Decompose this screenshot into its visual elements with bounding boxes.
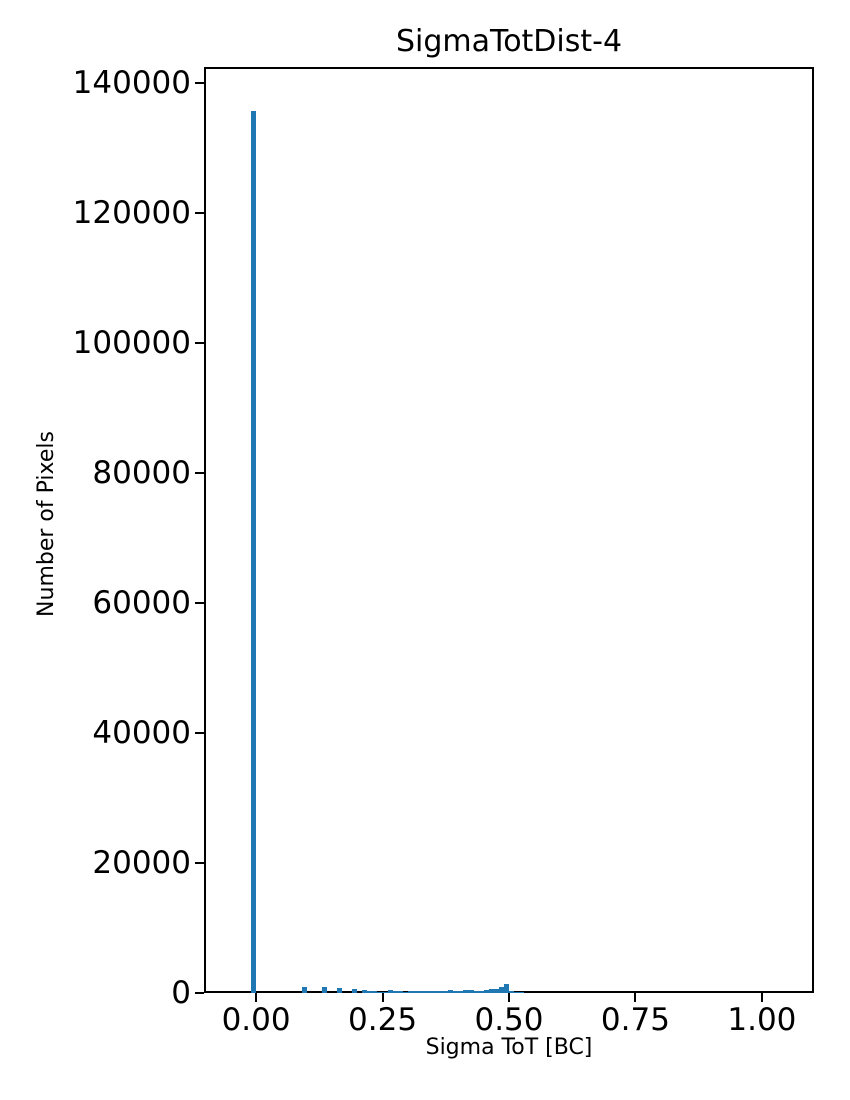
- y-axis-tick-label: 80000: [92, 455, 191, 492]
- histogram-bar: [352, 989, 357, 993]
- x-axis-tick-label: 0.25: [348, 1002, 418, 1038]
- y-axis-tick-mark: [195, 472, 204, 474]
- x-axis-tick-mark: [634, 993, 636, 1002]
- x-axis-tick-label: 0.75: [600, 1002, 670, 1038]
- x-axis-tick-mark: [255, 993, 257, 1002]
- y-axis-tick-mark: [195, 212, 204, 214]
- y-axis-tick-label: 40000: [92, 715, 191, 752]
- x-axis-tick-label: 0.00: [221, 1002, 291, 1038]
- y-axis-tick-label: 60000: [92, 585, 191, 622]
- y-axis-tick-label: 0: [171, 975, 191, 1011]
- y-axis-tick-mark: [195, 342, 204, 344]
- y-axis-tick-label: 120000: [72, 195, 191, 232]
- y-axis-tick-label: 100000: [72, 325, 191, 362]
- histogram-bar: [302, 987, 307, 994]
- y-axis-tick-mark: [195, 992, 204, 994]
- x-axis-tick-mark: [761, 993, 763, 1002]
- histogram-bar: [519, 992, 524, 993]
- y-axis-tick-mark: [195, 82, 204, 84]
- histogram-bars: [204, 67, 814, 993]
- y-axis-tick-label: 140000: [72, 65, 191, 102]
- histogram-bar: [322, 987, 327, 993]
- chart-title: SigmaTotDist-4: [395, 24, 623, 59]
- y-axis-label: Number of Pixels: [34, 431, 59, 617]
- histogram-bar: [251, 111, 256, 993]
- y-axis-tick-mark: [195, 732, 204, 734]
- y-axis-tick-mark: [195, 602, 204, 604]
- x-axis-tick-mark: [508, 993, 510, 1002]
- x-axis-tick-mark: [382, 993, 384, 1002]
- x-axis-tick-label: 1.00: [727, 1002, 797, 1038]
- x-axis-label: Sigma ToT [BC]: [425, 1035, 593, 1060]
- histogram-bar: [337, 988, 342, 993]
- y-axis-tick-label: 20000: [92, 845, 191, 882]
- x-axis-tick-label: 0.50: [474, 1002, 544, 1038]
- y-axis-tick-mark: [195, 862, 204, 864]
